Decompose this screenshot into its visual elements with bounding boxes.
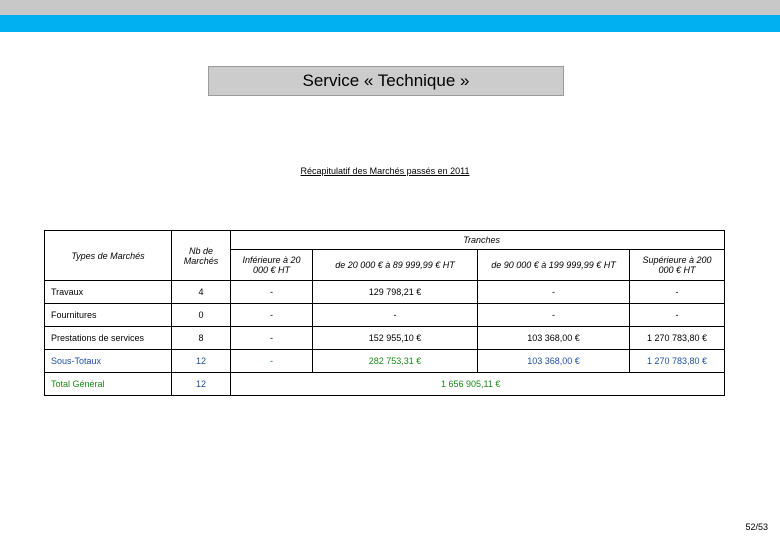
page-title-text: Service « Technique » [302,71,470,90]
cell-nb: 0 [172,304,231,327]
cell-nb: 12 [172,350,231,373]
cell-nb: 4 [172,281,231,304]
recap-table [44,230,725,396]
cell-type: Sous-Totaux [45,350,172,373]
cell-type: Travaux [45,281,172,304]
header-t3: de 90 000 € à 199 999,99 € HT [478,250,630,281]
cell-type: Prestations de services [45,327,172,350]
cell-type: Fournitures [45,304,172,327]
cell-t4: 1 270 783,80 € [630,327,725,350]
table-caption: Récapitulatif des Marchés passés en 2011 [300,166,470,176]
header-tranches: Tranches [231,231,725,250]
table-row [45,327,725,350]
cell-total-amount: 1 656 905,11 € [231,373,725,396]
cell-t4: 1 270 783,80 € [630,350,725,373]
header-types: Types de Marchés [45,231,172,281]
header-t4: Supérieure à 200 000 € HT [630,250,725,281]
header-t2: de 20 000 € à 89 999,99 € HT [313,250,478,281]
cell-t1: - [231,327,313,350]
total-row [45,373,725,396]
header-row [45,231,725,250]
table-row [45,281,725,304]
subtotal-row [45,350,725,373]
cell-total-nb: 12 [172,373,231,396]
cell-t1: - [231,304,313,327]
cell-t4: - [630,281,725,304]
top-grey-band [0,0,780,15]
cell-t3: 103 368,00 € [478,327,630,350]
page-title [208,66,564,96]
page-number: 52/53 [745,522,768,532]
table-row [45,304,725,327]
cell-t2: - [313,304,478,327]
header-t1: Inférieure à 20 000 € HT [231,250,313,281]
header-nb: Nb de Marchés [172,231,231,281]
cell-t1: - [231,350,313,373]
cell-t3: 103 368,00 € [478,350,630,373]
top-cyan-band [0,15,780,32]
cell-t3: - [478,281,630,304]
cell-t2: 129 798,21 € [313,281,478,304]
cell-t1: - [231,281,313,304]
cell-t3: - [478,304,630,327]
cell-t2: 152 955,10 € [313,327,478,350]
cell-nb: 8 [172,327,231,350]
cell-total-label: Total Général [45,373,172,396]
cell-t2: 282 753,31 € [313,350,478,373]
cell-t4: - [630,304,725,327]
